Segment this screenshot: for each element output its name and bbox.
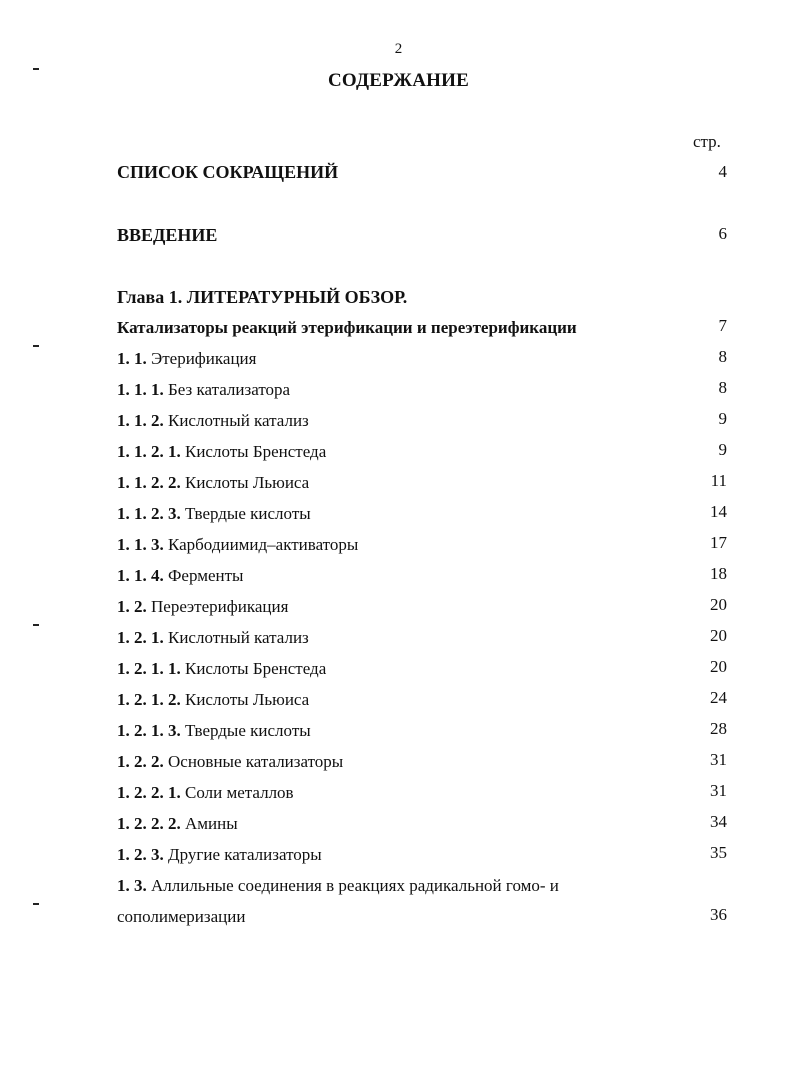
toc-entry-text: Ферменты [168,566,244,585]
toc-entry-text: Кислотный катализ [168,411,309,430]
toc-entry [117,504,311,524]
toc-entry-number: 1. 3. [117,876,147,895]
toc-entry-number: 1. 1. 2. 2. [117,473,181,492]
toc-entry-page: 11 [710,471,727,490]
toc-entry [117,411,309,431]
toc-entry-page: 4 [718,162,727,181]
toc-entry-page: 7 [718,316,727,335]
toc-entry-number: 1. 1. 2. [117,411,164,430]
toc-entry-text: Этерификация [151,349,257,368]
toc-entry-page: 20 [710,595,727,614]
toc-entry-number: 1. 1. 2. 1. [117,442,181,461]
toc-entry [117,845,322,865]
toc-entry [117,628,309,648]
page-title: СОДЕРЖАНИЕ [328,70,469,91]
toc-entry-text: Кислоты Льюиса [185,473,310,492]
toc-entry-text: сополимеризации [117,907,246,926]
toc-entry [117,721,311,741]
toc-entry-text: Катализаторы реакций этерификации и переэтерификации [117,318,577,337]
page-number: 2 [394,41,403,57]
toc-entry-number: 1. 2. 2. 1. [117,783,181,802]
margin-mark [33,903,39,905]
toc-entry [117,318,577,338]
toc-entry-page: 20 [710,626,727,645]
toc-entry-page: 34 [710,812,727,831]
toc-entry [117,380,290,400]
toc-entry [117,814,238,834]
toc-entry-text: Глава 1. ЛИТЕРАТУРНЫЙ ОБЗОР. [117,287,408,307]
toc-entry [117,690,309,710]
toc-entry [117,162,338,183]
toc-entry [117,473,309,493]
toc-entry [117,752,343,772]
toc-entry [117,659,326,679]
toc-entry-text: Без катализатора [168,380,291,399]
toc-entry-page: 9 [718,440,727,459]
toc-entry-text: Другие катализаторы [168,845,322,864]
toc-entry-page: 20 [710,657,727,676]
toc-entry-text: Твердые кислоты [185,504,311,523]
toc-entry-text: Амины [185,814,238,833]
toc-entry [117,535,358,555]
toc-entry-text: Соли металлов [185,783,294,802]
toc-entry [117,442,326,462]
toc-entry [117,287,407,308]
toc-entry [117,907,245,927]
toc-entry-page: 8 [718,347,727,366]
toc-entry-text: Кислотный катализ [168,628,309,647]
toc-entry-page: 28 [710,719,727,738]
toc-entry-text: Переэтерификация [151,597,289,616]
toc-entry-number: 1. 2. 1. 3. [117,721,181,740]
toc-entry-number: 1. 2. 1. 2. [117,690,181,709]
toc-entry [117,783,294,803]
toc-entry-number: 1. 2. 1. 1. [117,659,181,678]
toc-entry-text: Аллильные соединения в реакциях радикальной гомо- и [151,876,559,895]
margin-mark [33,345,39,347]
toc-entry-text: Кислоты Бренстеда [185,442,327,461]
toc-entry-page: 18 [710,564,727,583]
toc-entry-text: СПИСОК СОКРАЩЕНИЙ [117,162,339,182]
toc-entry-page: 9 [718,409,727,428]
toc-entry-page: 36 [710,905,727,924]
toc-entry-page: 14 [710,502,727,521]
toc-entry [117,349,256,369]
toc-entry [117,876,559,896]
toc-entry-text: Карбодиимид–активаторы [168,535,359,554]
toc-entry-text: Кислоты Бренстеда [185,659,327,678]
toc-entry-page: 31 [710,781,727,800]
toc-entry-page: 8 [718,378,727,397]
toc-entry-number: 1. 1. 3. [117,535,164,554]
toc-entry-number: 1. 1. 1. [117,380,164,399]
toc-entry-number: 1. 1. 4. [117,566,164,585]
toc-entry-text: Твердые кислоты [185,721,311,740]
toc-entry-page: 35 [710,843,727,862]
toc-entry [117,566,243,586]
toc-entry-page: 31 [710,750,727,769]
toc-entry-page: 17 [710,533,727,552]
toc-entry-number: 1. 1. 2. 3. [117,504,181,523]
toc-entry-page: 6 [718,224,727,243]
margin-mark [33,624,39,626]
toc-entry-number: 1. 2. 1. [117,628,164,647]
toc-entry-number: 1. 2. 3. [117,845,164,864]
toc-entry-text: Основные катализаторы [168,752,344,771]
toc-entry-number: 1. 2. 2. 2. [117,814,181,833]
toc-entry-text: Кислоты Льюиса [185,690,310,709]
toc-entry-number: 1. 2. 2. [117,752,164,771]
toc-entry [117,597,288,617]
toc-entry [117,225,217,246]
toc-entry-page: 24 [710,688,727,707]
page-column-header: стр. [693,132,721,151]
toc-entry-number: 1. 1. [117,349,147,368]
toc-entry-text: ВВЕДЕНИЕ [117,225,218,245]
toc-entry-number: 1. 2. [117,597,147,616]
